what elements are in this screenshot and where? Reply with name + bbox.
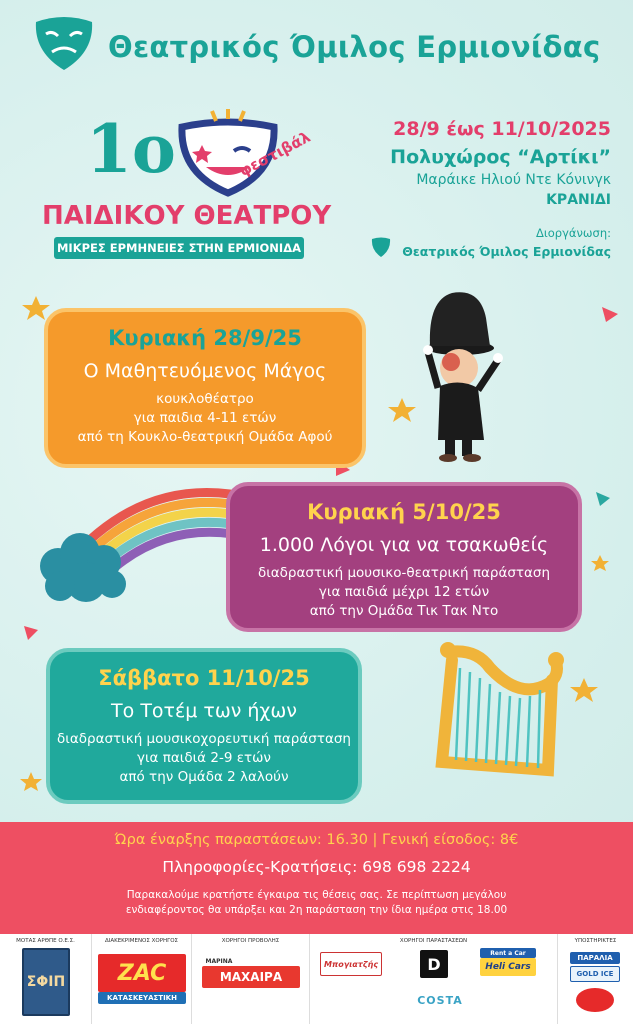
event-day: Κυριακή 5/10/25 <box>307 500 501 524</box>
contact-phone: Πληροφορίες-Κρατήσεις: 698 698 2224 <box>162 858 471 876</box>
booking-note-line: Παρακαλούμε κρατήστε έγκαιρα τις θέσεις σας. Σε περίπτωση μεγάλου <box>126 889 507 901</box>
start-time-price: Ώρα έναρξης παραστάσεων: 16.30 | Γενική είσοδος: 8€ <box>114 832 519 848</box>
venue-street: Μαράικε Ηλιού Ντε Κόνινγκ <box>416 172 611 188</box>
costa-logo: COSTA <box>417 993 463 1007</box>
d-logo: D <box>420 950 448 978</box>
event-title: Ο Μαθητευόμενος Μάγος <box>83 360 327 382</box>
event-card-2 <box>226 482 582 632</box>
organizer-name: Θεατρικός Όμιλος Ερμιονίδας <box>402 244 611 259</box>
triangle-icon <box>596 492 610 506</box>
paralia-logo: ΠΑΡΑΛΙΑ <box>570 952 620 964</box>
harp-icon <box>440 642 564 770</box>
booking-note <box>0 888 633 918</box>
theatre-mask-logo-icon <box>30 14 98 72</box>
info-band <box>0 822 633 934</box>
sponsor-column <box>558 934 633 1024</box>
event-line: για παιδιά μέχρι 12 ετών <box>318 584 490 600</box>
festival-word: φεστιβάλ <box>236 127 314 181</box>
organization-title: Θεατρικός Όμιλος Ερμιονίδας <box>108 30 601 64</box>
event-line: από τη Κουκλο-θεατρική Ομάδα Αφού <box>77 429 333 445</box>
sponsor-column <box>310 934 558 1024</box>
event-day: Κυριακή 28/9/25 <box>108 326 302 350</box>
event-card-3 <box>46 648 362 804</box>
festival-logo <box>40 105 332 270</box>
triangle-icon <box>24 626 38 640</box>
organizer-label: Διοργάνωση: <box>536 226 611 240</box>
event-line: από την Ομάδα Τικ Τακ Ντο <box>309 603 499 619</box>
festival-title: ΠΑΙΔΙΚΟΥ ΘΕΑΤΡΟΥ <box>42 201 332 231</box>
sponsor-column <box>0 934 92 1024</box>
event-line: από την Ομάδα 2 λαλούν <box>119 769 289 785</box>
sponsor-badge-icon <box>576 988 614 1012</box>
event-line: διαδραστική μουσικο-θεατρική παράσταση <box>257 565 551 581</box>
machaira-logo: ΜΑΧΑΙΡΑ <box>202 966 300 988</box>
gold-ice-logo: GOLD ICE <box>570 966 620 982</box>
event-title: Το Τοτέμ των ήχων <box>111 700 297 722</box>
festival-number: 1ο <box>86 110 176 188</box>
sponsor-label: ΜΟΤΑΣ ΑΡΘΠΕ Ο.Ε.Σ. <box>16 938 75 944</box>
event-description <box>230 564 578 621</box>
event-line: για παιδια 4-11 ετών <box>133 410 277 426</box>
magician-icon <box>423 292 503 462</box>
event-description <box>48 390 362 447</box>
sponsor-label: ΥΠΟΣΤΗΡΙΚΤΕΣ <box>574 938 617 944</box>
venue-town: ΚΡΑΝΙΔΙ <box>546 192 611 208</box>
sponsor-label: ΔΙΑΚΕΚΡΙΜΕΝΟΣ ΧΟΡΗΓΟΣ <box>104 938 179 944</box>
festival-dates: 28/9 έως 11/10/2025 <box>393 118 611 140</box>
booking-note-line: ενδιαφέροντος θα υπάρξει και 2η παράσταση την ίδια ημέρα στις 18.00 <box>125 904 508 916</box>
theatre-mask-small-icon <box>370 236 392 258</box>
sponsor-column <box>192 934 310 1024</box>
festival-subtitle: ΜΙΚΡΕΣ ΕΡΜΗΝΕΙΕΣ ΣΤΗΝ ΕΡΜΙΟΝΙΔΑ <box>54 237 304 259</box>
triangle-icon <box>602 307 618 322</box>
zac-subtitle: ΚΑΤΑΣΚΕΥΑΣΤΙΚΗ <box>98 992 186 1004</box>
bogiatzis-logo: Μπογιατζής <box>320 952 382 976</box>
sponsors-bar <box>0 934 633 1024</box>
event-line: διαδραστική μουσικοχορευτική παράσταση <box>57 731 351 747</box>
event-info <box>311 118 611 208</box>
machaira-pre: ΜΑΡΙΝΑ <box>205 957 233 965</box>
event-line: κουκλοθέατρο <box>156 391 254 407</box>
event-day: Σάββατο 11/10/25 <box>98 666 310 690</box>
rent-a-car-label: Rent a Car <box>480 948 536 958</box>
zac-logo: ZAC <box>98 954 186 992</box>
sponsor-label: ΧΟΡΗΓΟΙ ΠΑΡΑΣΤΑΣΕΩΝ <box>399 938 468 944</box>
event-line: για παιδιά 2-9 ετών <box>137 750 271 766</box>
venue-name: Πολυχώρος “Αρτίκι” <box>390 146 611 168</box>
event-title: 1.000 Λόγοι για να τσακωθείς <box>259 534 549 556</box>
sfip-logo: ΣΦΙΠ <box>22 948 70 1016</box>
event-card-1 <box>44 308 366 468</box>
cloud-icon <box>40 533 126 602</box>
sponsor-column <box>92 934 192 1024</box>
sponsor-label: ΧΟΡΗΓΟΙ ΠΡΟΒΟΛΗΣ <box>221 938 280 944</box>
heli-cars-logo: Heli Cars <box>480 958 536 976</box>
event-description <box>50 730 358 787</box>
